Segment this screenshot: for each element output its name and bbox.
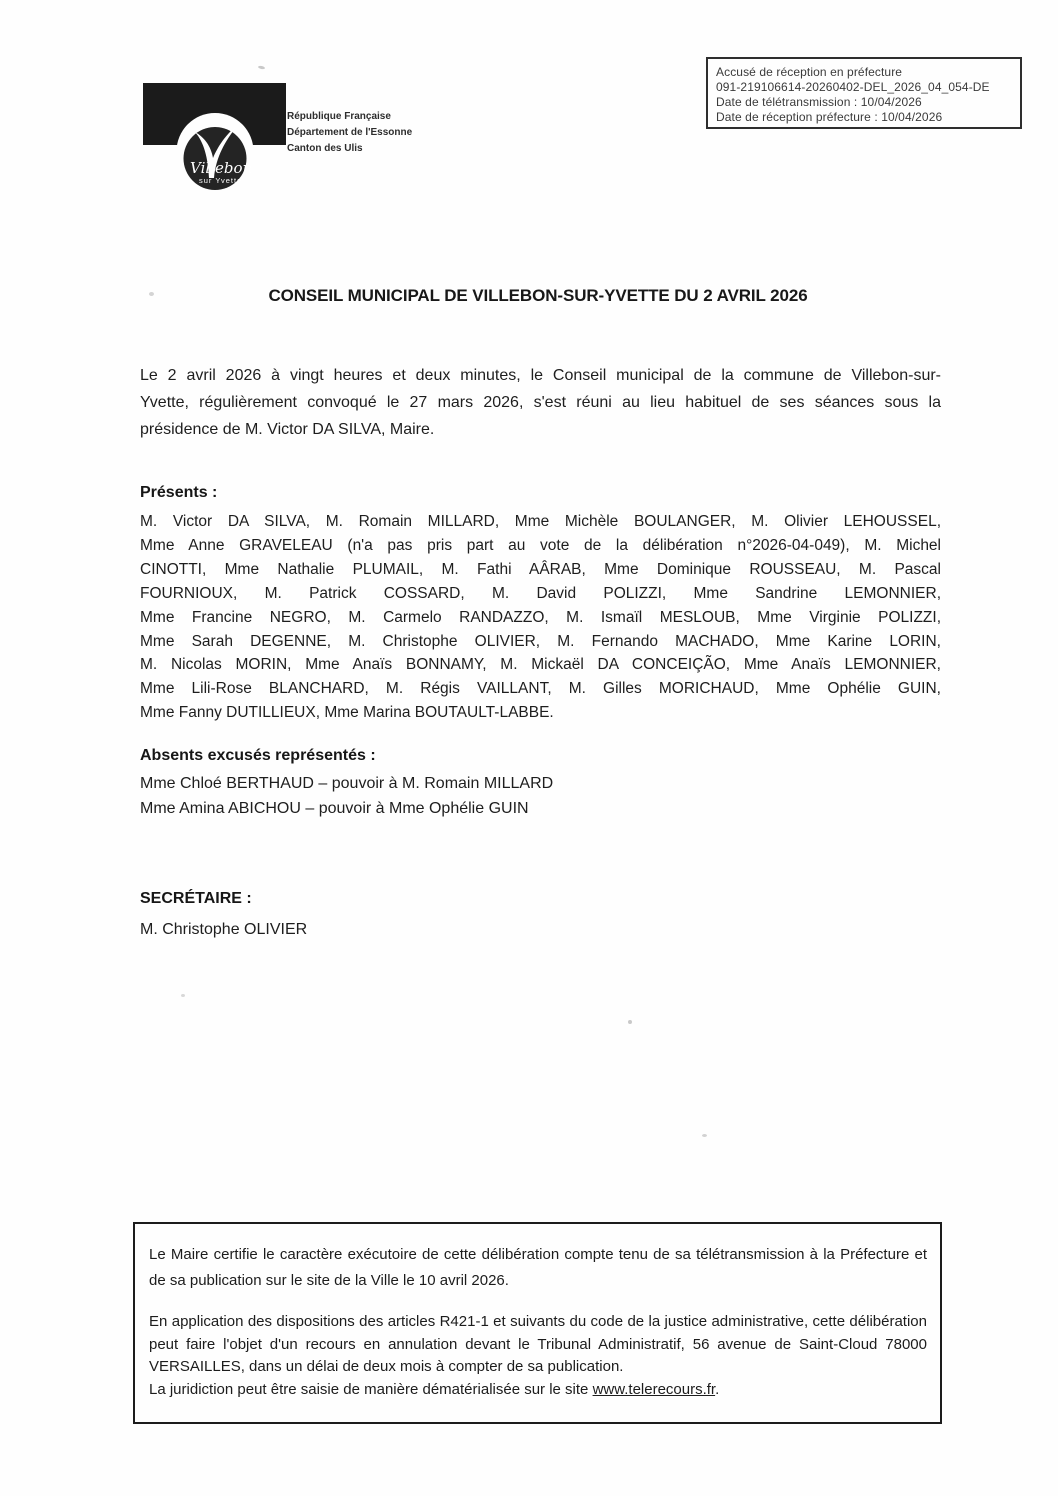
stamp-line-3: Date de télétransmission : 10/04/2026 — [716, 95, 922, 109]
presents-heading: Présents : — [140, 484, 218, 501]
secretaire-heading: SECRÉTAIRE : — [140, 890, 252, 907]
secretaire-name: M. Christophe OLIVIER — [140, 921, 308, 938]
text-line: Mme Fanny DUTILLIEUX, Mme Marina BOUTAULT-LABBE. — [140, 704, 554, 722]
villebon-logo — [140, 80, 300, 200]
institution-line-canton: Canton des Ulis — [287, 143, 363, 154]
scan-artifact — [258, 65, 265, 69]
logo-sub-text: sur Yvette — [199, 176, 243, 185]
stamp-line-2: 091-219106614-20260402-DEL_2026_04_054-DE — [716, 80, 990, 94]
stamp-line-1: Accusé de réception en préfecture — [716, 65, 903, 79]
text-line: En application des dispositions des articles R421-1 et suivants du code de la justice administrative, cette délibération — [149, 1313, 927, 1330]
scan-artifact — [181, 994, 185, 997]
text-line: de sa publication sur le site de la Ville le 10 avril 2026. — [149, 1272, 509, 1289]
text-line: VERSAILLES, dans un délai de deux mois à compter de sa publication. — [149, 1358, 624, 1375]
text-line: Mme Lili-Rose BLANCHARD, M. Régis VAILLANT, M. Gilles MORICHAUD, Mme Ophélie GUIN, — [140, 680, 941, 698]
text-line: peut faire l'objet d'un recours en annulation devant le Tribunal Administratif, 56 avenue de Saint-Cloud 78000 — [149, 1335, 927, 1353]
text-line: CINOTTI, Mme Nathalie PLUMAIL, M. Fathi AÂRAB, Mme Dominique ROUSSEAU, M. Pascal — [140, 560, 941, 578]
telerecours-line — [149, 1379, 927, 1402]
scan-artifact — [628, 1020, 632, 1024]
text-line: Le Maire certifie le caractère exécutoire de cette délibération compte tenu de sa télétransmission à la Préfecture et — [149, 1246, 927, 1263]
scan-artifact — [149, 292, 154, 296]
text-line: Yvette, régulièrement convoqué le 27 mars 2026, s'est réuni au lieu habituel de ses séances sous la — [140, 394, 941, 411]
presents-list — [140, 510, 941, 725]
absents-heading: Absents excusés représentés : — [140, 747, 376, 764]
text-line: Le 2 avril 2026 à vingt heures et deux minutes, le Conseil municipal de la commune de Villebon-sur- — [140, 367, 941, 384]
absents-list — [140, 772, 941, 821]
text-line: M. Victor DA SILVA, M. Romain MILLARD, Mme Michèle BOULANGER, M. Olivier LEHOUSSEL, — [140, 513, 941, 530]
text-line: M. Nicolas MORIN, Mme Anaïs BONNAMY, M. Mickaël DA CONCEIÇÃO, Mme Anaïs LEMONNIER, — [140, 656, 941, 674]
logo-script-text: Villebon — [190, 159, 253, 177]
document-title: CONSEIL MUNICIPAL DE VILLEBON-SUR-YVETTE DU 2 AVRIL 2026 — [268, 286, 808, 305]
institution-line-republique: République Française — [287, 111, 391, 122]
absent-proxy-berthaud: Mme Chloé BERTHAUD – pouvoir à M. Romain MILLARD — [140, 775, 554, 792]
telerecours-link[interactable]: www.telerecours.fr — [592, 1380, 716, 1398]
telerecours-prefix: La juridiction peut être saisie de manière dématérialisée sur le site — [149, 1380, 593, 1398]
stamp-line-4: Date de réception préfecture : 10/04/2026 — [716, 110, 943, 124]
absent-proxy-abichou: Mme Amina ABICHOU – pouvoir à Mme Ophélie GUIN — [140, 799, 529, 817]
text-line: présidence de M. Victor DA SILVA, Maire. — [140, 421, 435, 438]
text-line: Mme Francine NEGRO, M. Carmelo RANDAZZO, M. Ismaïl MESLOUB, Mme Virginie POLIZZI, — [140, 608, 941, 626]
text-line: FOURNIOUX, M. Patrick COSSARD, M. David POLIZZI, Mme Sandrine LEMONNIER, — [140, 584, 941, 602]
text-line: Mme Anne GRAVELEAU (n'a pas pris part au vote de la délibération n°2026-04-049), M. Michel — [140, 536, 941, 554]
prefecture-stamp-box — [706, 57, 1022, 129]
intro-paragraph — [140, 362, 941, 443]
text-line: Mme Sarah DEGENNE, M. Christophe OLIVIER, M. Fernando MACHADO, Mme Karine LORIN, — [140, 632, 941, 650]
institution-line-departement: Département de l'Essonne — [287, 127, 413, 138]
institution-block — [287, 109, 412, 157]
certification-paragraph — [149, 1242, 927, 1294]
scan-artifact — [702, 1134, 707, 1137]
telerecours-suffix: . — [715, 1380, 720, 1398]
recours-paragraph — [149, 1311, 927, 1379]
certification-box — [133, 1222, 942, 1424]
